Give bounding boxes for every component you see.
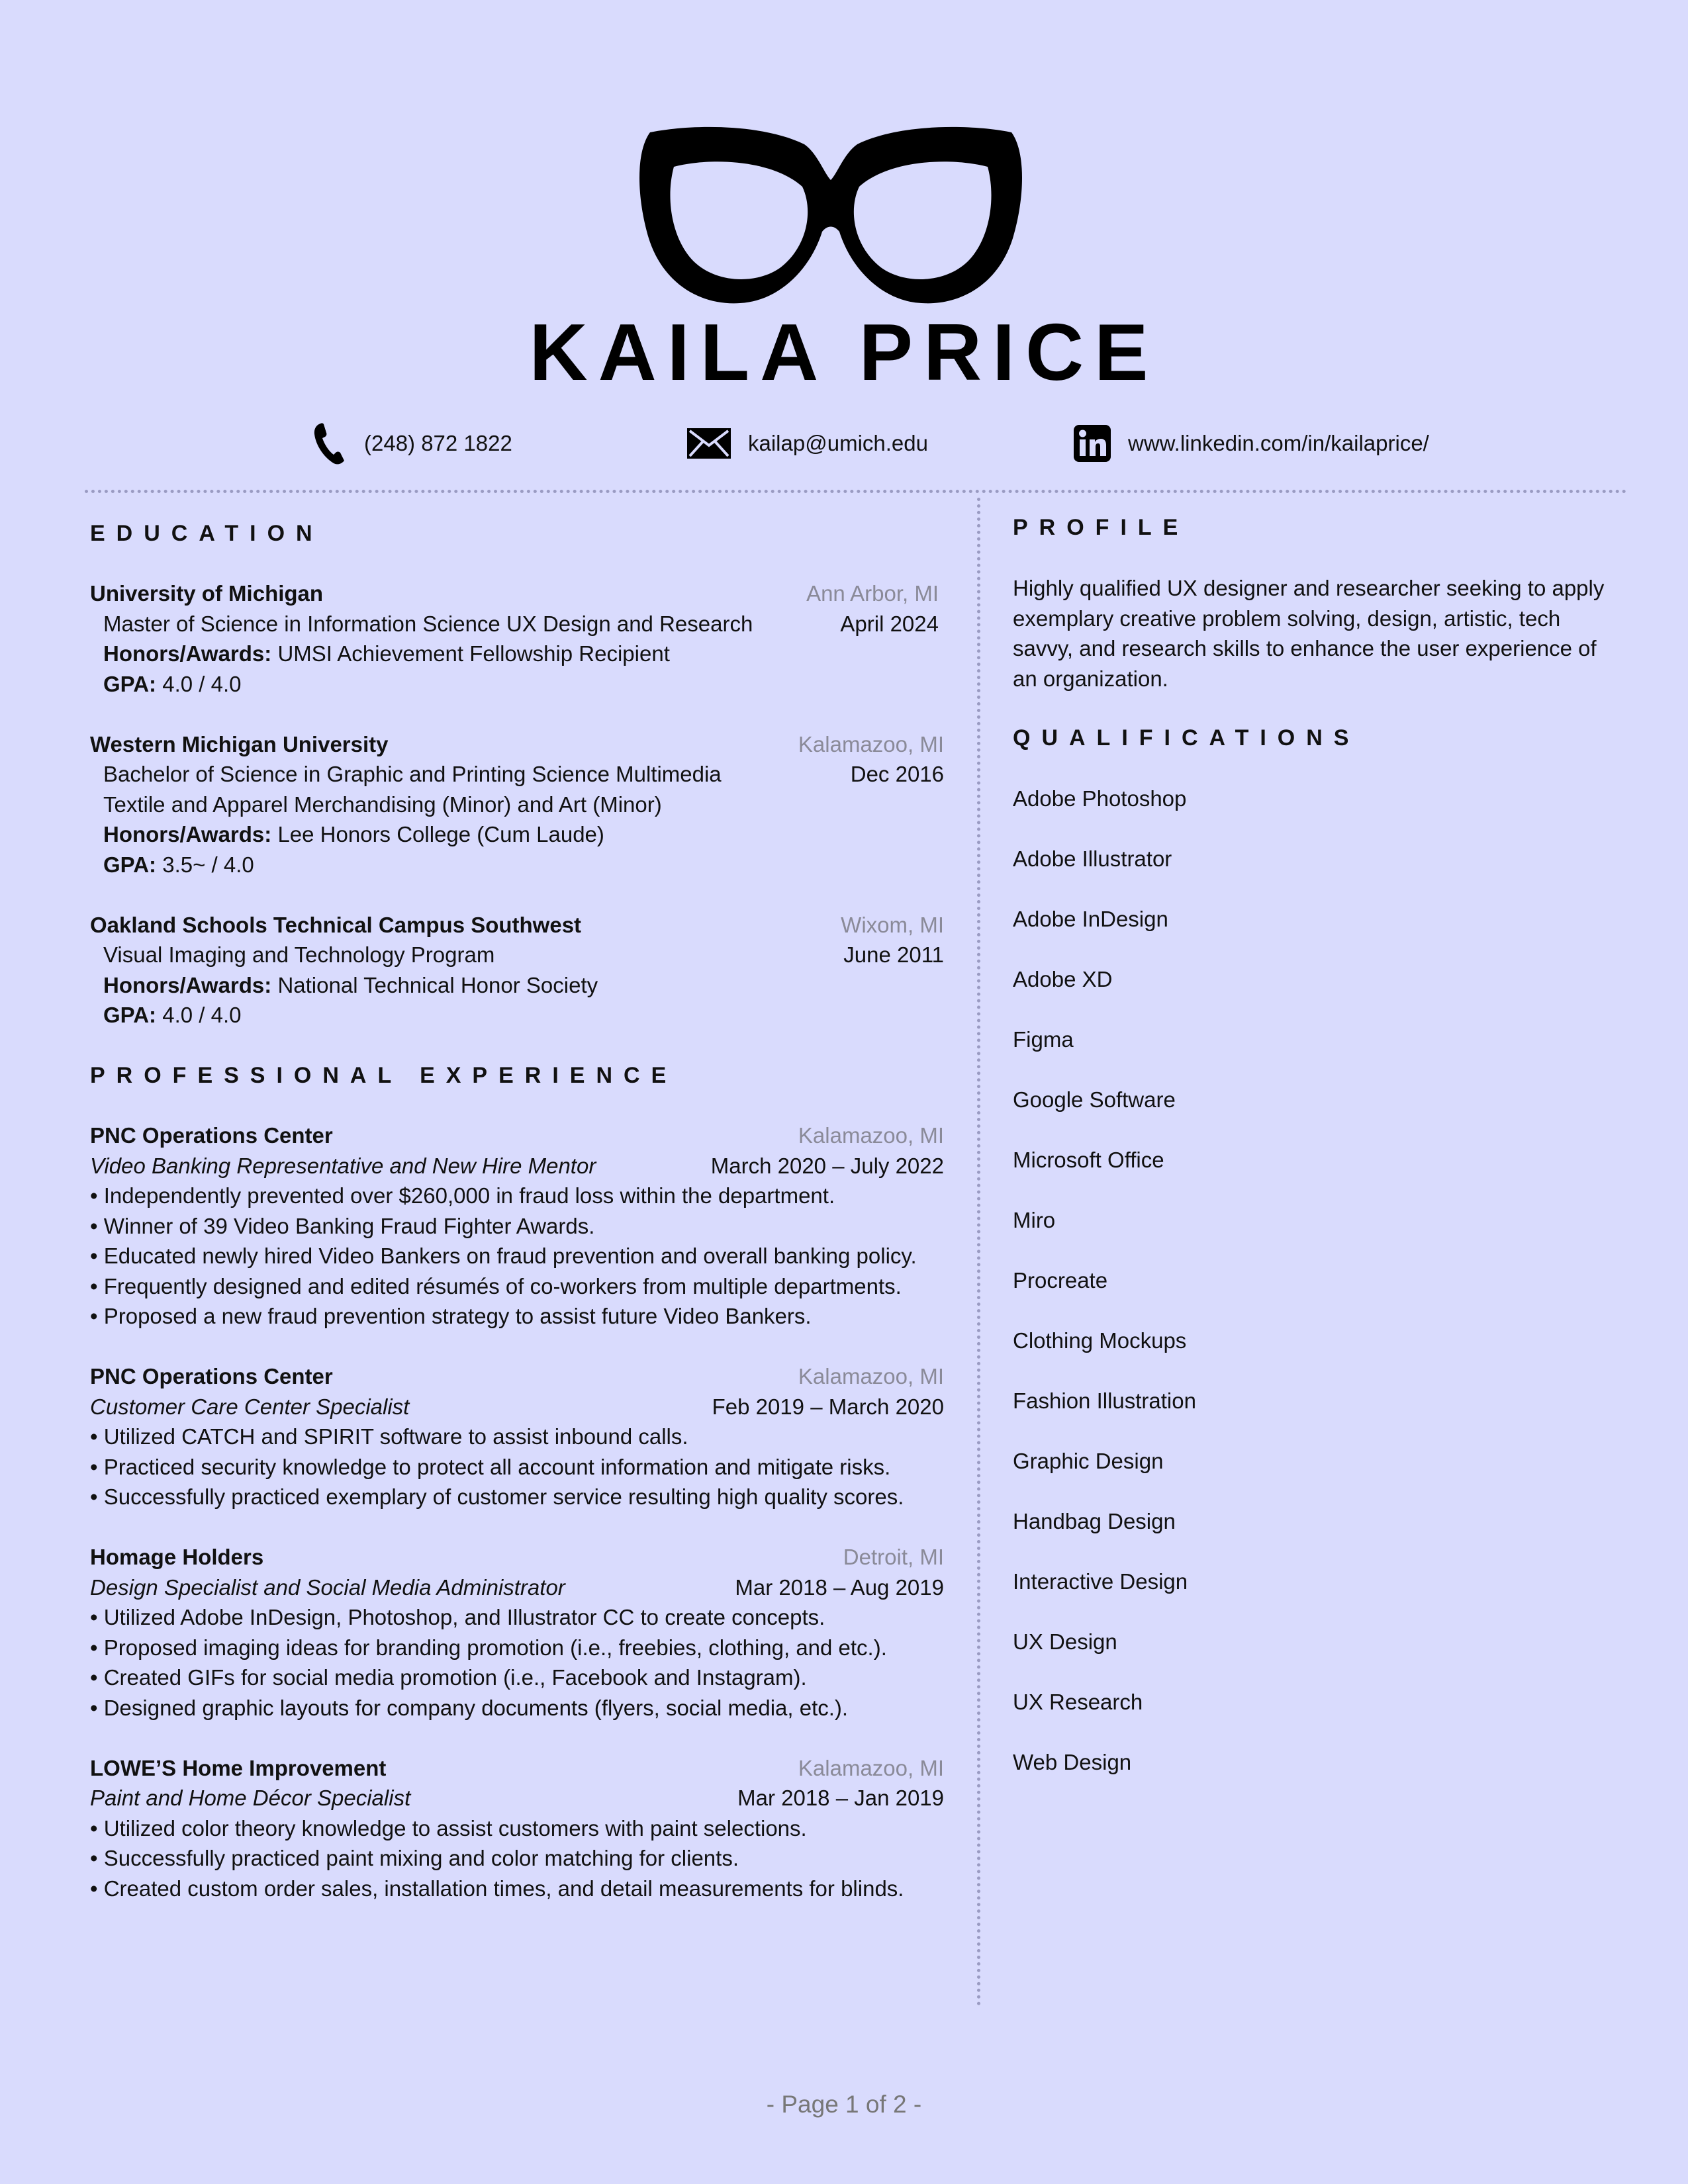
job-bullet: • Successfully practiced paint mixing and color matching for clients. [90,1846,739,1870]
gpa-text: 4.0 / 4.0 [156,1003,242,1027]
phone-icon [314,422,347,465]
qualification-item: Clothing Mockups [1013,1328,1187,1353]
profile-heading: PROFILE [1013,515,1190,540]
education-heading: EDUCATION [90,521,324,546]
gpa-label: GPA: [103,1003,157,1027]
job-bullet: • Educated newly hired Video Bankers on fraud prevention and overall banking policy. [90,1244,917,1268]
job-title: Design Specialist and Social Media Administrator [90,1574,565,1600]
job-location: Kalamazoo, MI [798,1364,944,1388]
qualification-item: UX Design [1013,1629,1117,1654]
phone-contact [314,417,512,470]
phone-text[interactable]: (248) 872 1822 [364,431,512,455]
qualification-item: Procreate [1013,1268,1108,1293]
column-divider [977,498,980,2007]
experience-heading: PROFESSIONAL EXPERIENCE [90,1063,678,1088]
degree-date: Dec 2016 [850,762,944,786]
profile-line: exemplary creative problem solving, design, artistic, tech [1013,606,1561,631]
honors-text: UMSI Achievement Fellowship Recipient [271,641,670,666]
page-number: - Page 1 of 2 - [766,2091,922,2118]
job-bullet: • Utilized color theory knowledge to assist customers with paint selections. [90,1815,807,1841]
job-location: Kalamazoo, MI [798,1755,944,1780]
job-bullet: • Frequently designed and edited résumés of co-workers from multiple departments. [90,1273,902,1298]
degree-date: June 2011 [843,942,944,967]
school-location: Kalamazoo, MI [798,731,944,756]
degree-date: April 2024 [840,611,939,636]
profile-line: savvy, and research skills to enhance the user experience of [1013,636,1597,660]
profile-line: an organization. [1013,666,1168,691]
job-dates: Mar 2018 – Aug 2019 [735,1574,944,1600]
job-bullet: • Created custom order sales, installation times, and detail measurements for blinds. [90,1876,904,1901]
qualification-item: Graphic Design [1013,1449,1164,1473]
degree-text: Visual Imaging and Technology Program [103,942,495,967]
honors-label: Honors/Awards: [103,822,272,846]
qualification-item: Adobe InDesign [1013,907,1168,931]
job-bullet: • Utilized Adobe InDesign, Photoshop, and Illustrator CC to create concepts. [90,1605,825,1629]
qualification-item: Fashion Illustration [1013,1388,1196,1413]
job-bullet: • Practiced security knowledge to protect all account information and mitigate risks. [90,1454,891,1479]
profile-line: Highly qualified UX designer and researcher seeking to apply [1013,576,1605,600]
job-bullet: • Proposed a new fraud prevention strategy to assist future Video Bankers. [90,1304,812,1328]
qualification-item: Web Design [1013,1750,1132,1774]
qualification-item: Interactive Design [1013,1569,1188,1594]
school-location: Wixom, MI [841,912,944,937]
qualification-item: Figma [1013,1027,1074,1052]
degree-text: Master of Science in Information Science UX Design and Research [103,611,753,636]
school-name: Western Michigan University [90,731,389,756]
job-dates: Feb 2019 – March 2020 [712,1394,944,1419]
job-bullet: • Independently prevented over $260,000 in fraud loss within the department. [90,1183,835,1208]
school-location: Ann Arbor, MI [806,581,939,606]
qualification-item: Google Software [1013,1087,1176,1112]
job-bullet: • Designed graphic layouts for company documents (flyers, social media, etc.). [90,1695,849,1720]
job-bullet: • Utilized CATCH and SPIRIT software to assist inbound calls. [90,1424,688,1449]
company-name: PNC Operations Center [90,1123,333,1148]
qualification-item: Handbag Design [1013,1509,1176,1533]
gpa-text: 4.0 / 4.0 [156,671,242,696]
job-bullet: • Created GIFs for social media promotion (i.e., Facebook and Instagram). [90,1665,807,1690]
qualifications-list [1013,784,1635,1807]
gpa-label: GPA: [103,671,157,696]
degree-text: Bachelor of Science in Graphic and Printing Science Multimedia [103,762,722,786]
company-name: LOWE’S Home Improvement [90,1755,387,1780]
company-name: PNC Operations Center [90,1364,333,1388]
mail-icon [687,428,731,459]
school-name: Oakland Schools Technical Campus Southwest [90,912,582,937]
honors-text: National Technical Honor Society [271,972,598,997]
experience-section [90,1120,944,1903]
job-location: Detroit, MI [843,1545,944,1569]
profile-text [1013,573,1635,694]
job-bullet: • Proposed imaging ideas for branding promotion (i.e., freebies, clothing, and etc.). [90,1635,887,1660]
gpa-text: 3.5~ / 4.0 [156,852,254,877]
email-text[interactable]: kailap@umich.edu [748,431,928,455]
company-name: Homage Holders [90,1545,264,1569]
job-bullet: • Winner of 39 Video Banking Fraud Fighter Awards. [90,1213,595,1238]
gpa-label: GPA: [103,852,157,877]
honors-label: Honors/Awards: [103,641,272,666]
email-contact [687,417,928,470]
job-dates: Mar 2018 – Jan 2019 [737,1786,944,1810]
qualification-item: Adobe Illustrator [1013,846,1172,871]
header-divider [85,490,1627,493]
qualification-item: UX Research [1013,1690,1143,1714]
job-title: Paint and Home Décor Specialist [90,1786,411,1810]
job-dates: March 2020 – July 2022 [710,1153,944,1178]
qualification-item: Adobe XD [1013,967,1113,991]
linkedin-icon [1074,425,1111,462]
honors-label: Honors/Awards: [103,972,272,997]
qualifications-heading: QUALIFICATIONS [1013,725,1360,751]
glasses-logo-icon [635,126,1026,311]
job-bullet: • Successfully practiced exemplary of customer service resulting high quality scores. [90,1484,904,1509]
candidate-name: KAILA PRICE [529,307,1159,397]
honors-text: Lee Honors College (Cum Laude) [271,822,604,846]
qualification-item: Adobe Photoshop [1013,786,1187,811]
linkedin-contact [1074,417,1429,470]
school-name: University of Michigan [90,581,324,606]
degree-text-line2: Textile and Apparel Merchandising (Minor) and Art (Minor) [103,792,662,817]
linkedin-text[interactable]: www.linkedin.com/in/kailaprice/ [1128,431,1429,455]
job-location: Kalamazoo, MI [798,1123,944,1148]
education-section [90,578,944,1030]
qualification-item: Miro [1013,1208,1056,1232]
job-title: Customer Care Center Specialist [90,1394,410,1419]
job-title: Video Banking Representative and New Hire Mentor [90,1153,596,1178]
qualification-item: Microsoft Office [1013,1148,1164,1172]
